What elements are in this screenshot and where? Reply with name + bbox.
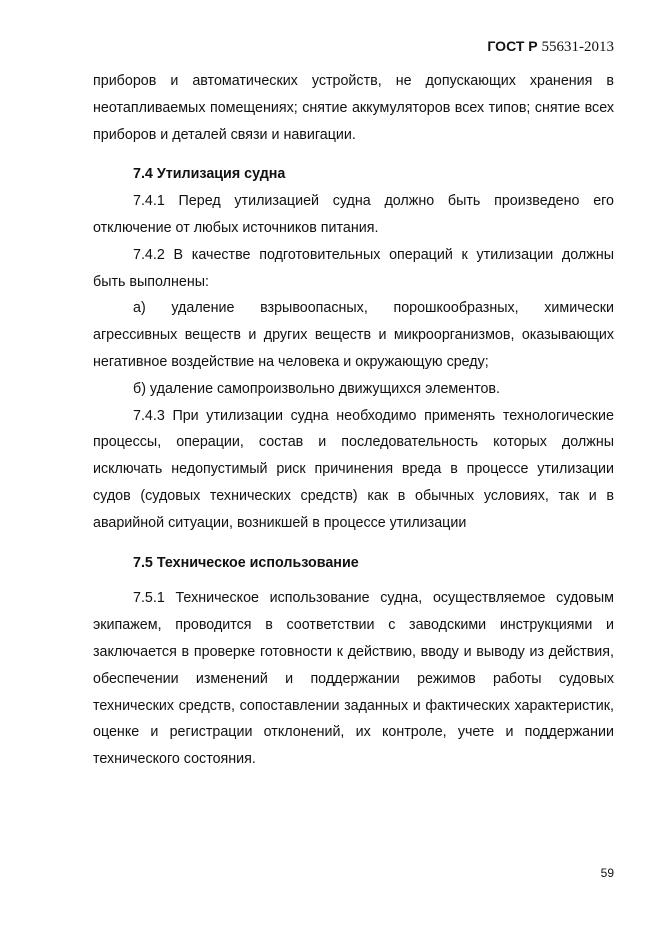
section-heading-7-4: 7.4 Утилизация судна: [133, 166, 286, 183]
list-item-a: а) удаление взрывоопасных, порошкообразных, химически агрессивных веществ и других веществ и микроорганизмов, оказывающих негативное воздействие на человека и окружающую среду;: [93, 300, 614, 370]
section-heading-7-5: 7.5 Техническое использование: [133, 554, 359, 571]
document-header: [487, 38, 614, 56]
paragraph-7-5-1: 7.5.1 Техническое использование судна, осуществляемое судовым экипажем, проводится в соответствии с заводскими инструкциями и заключается в проверке готовности к действию, вводу и выводу из действия, обеспечении изменений и поддержании режимов работы судовых технических средств, сопоставлении заданных и фактических характеристик, оценке и регистрации отклонений, их контроле, учете и поддержании технического состояния.: [93, 590, 614, 768]
page-number: 59: [600, 866, 614, 880]
standard-code-number: 55631-2013: [541, 39, 614, 55]
paragraph-7-4-1: 7.4.1 Перед утилизацией судна должно быть произведено его отключение от любых источников питания.: [93, 193, 614, 236]
paragraph-continuation: приборов и автоматических устройств, не допускающих хранения в неотапливаемых помещениях; снятие аккумуляторов всех типов; снятие всех приборов и деталей связи и навигации.: [93, 73, 614, 143]
paragraph-7-4-3: 7.4.3 При утилизации судна необходимо применять технологические процессы, операции, состав и последовательность которых должны исключать недопустимый риск причинения вреда в процессе утилизации судов (судовых технических средств) как в обычных условиях, так и в аварийной ситуации, возникшей в процессе утилизации: [93, 407, 614, 531]
standard-code-prefix: ГОСТ Р: [487, 38, 538, 54]
document-body: [93, 68, 614, 773]
paragraph-7-4-2: 7.4.2 В качестве подготовительных операций к утилизации должны быть выполнены:: [93, 246, 614, 290]
list-item-b: б) удаление самопроизвольно движущихся элементов.: [133, 380, 500, 397]
